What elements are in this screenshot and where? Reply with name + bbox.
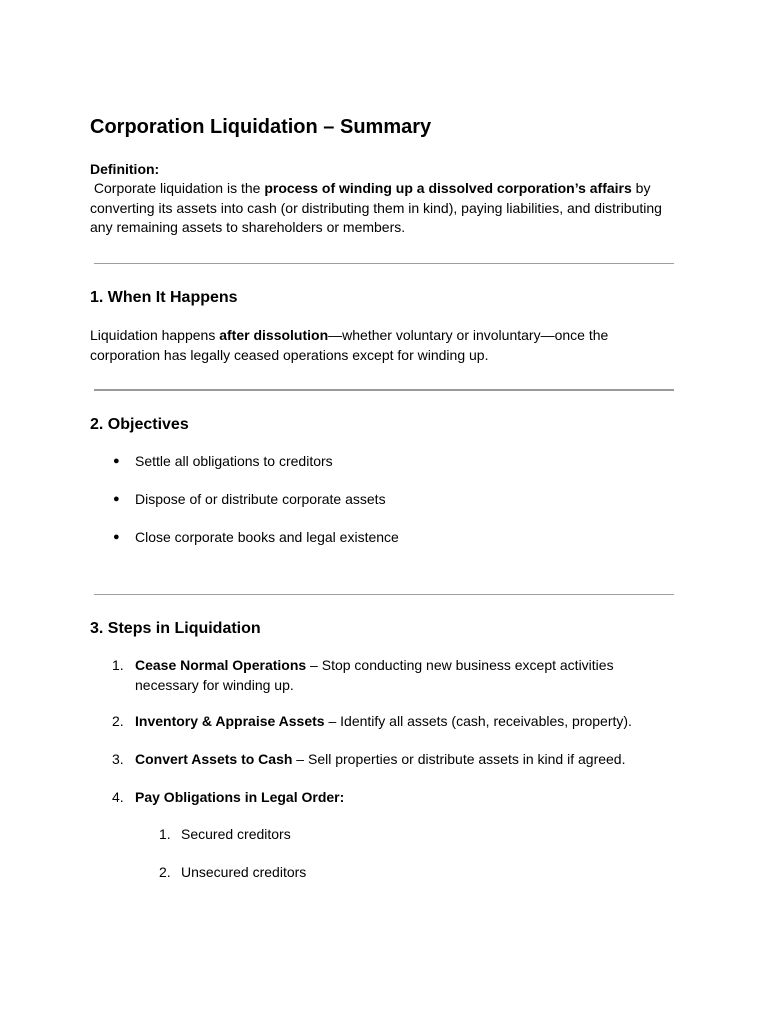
- definition-text-end: by converting its assets into cash (or distributing them in kind), paying liabilities, and distributing any remaining assets to shareholders or members.: [90, 180, 662, 235]
- section-heading-when: 1. When It Happens: [90, 289, 238, 306]
- list-item-text: Dispose of or distribute corporate assets: [135, 491, 386, 507]
- section-divider: [94, 263, 674, 264]
- section-divider: [94, 389, 674, 391]
- step-number: 3.: [112, 751, 124, 767]
- step-title: Cease Normal Operations: [135, 657, 307, 673]
- substep-text: Secured creditors: [181, 826, 291, 842]
- bullet-icon: ●: [113, 493, 120, 505]
- section-heading-steps: 3. Steps in Liquidation: [90, 620, 261, 637]
- step-text: [135, 788, 680, 808]
- document-title: Corporation Liquidation – Summary: [90, 116, 432, 138]
- list-item-text: Settle all obligations to creditors: [135, 453, 333, 469]
- step-title: Pay Obligations in Legal Order:: [135, 789, 345, 805]
- when-text-start: Liquidation happens: [90, 327, 220, 343]
- bullet-icon: ●: [113, 531, 120, 543]
- substep-number: 1.: [159, 826, 171, 842]
- step-text: [135, 750, 680, 770]
- list-item-text: Close corporate books and legal existence: [135, 529, 399, 545]
- step-number: 4.: [112, 789, 124, 805]
- step-text: [135, 712, 680, 732]
- step-title: Inventory & Appraise Assets: [135, 713, 325, 729]
- definition-label: Definition:: [90, 161, 160, 177]
- section-divider: [94, 594, 674, 595]
- substep-text: Unsecured creditors: [181, 864, 307, 880]
- when-paragraph: [90, 326, 680, 365]
- when-text-end: —whether voluntary or involuntary—once the corporation has legally ceased operations except for winding up.: [90, 327, 609, 363]
- step-description: – Identify all assets (cash, receivables, property).: [324, 713, 632, 729]
- definition-text-emphasis: process of winding up a dissolved corporation’s affairs: [264, 180, 632, 196]
- when-text-emphasis: after dissolution: [219, 327, 329, 343]
- step-number: 1.: [112, 657, 124, 673]
- step-number: 2.: [112, 713, 124, 729]
- definition-text-start: Corporate liquidation is the: [90, 180, 265, 196]
- step-description: – Sell properties or distribute assets in kind if agreed.: [292, 751, 626, 767]
- bullet-icon: ●: [113, 455, 120, 467]
- step-description: – Stop conducting new business except activities necessary for winding up.: [135, 657, 614, 693]
- step-text: [135, 656, 680, 695]
- section-heading-objectives: 2. Objectives: [90, 416, 189, 433]
- definition-paragraph: [90, 179, 680, 238]
- step-title: Convert Assets to Cash: [135, 751, 293, 767]
- substep-number: 2.: [159, 864, 171, 880]
